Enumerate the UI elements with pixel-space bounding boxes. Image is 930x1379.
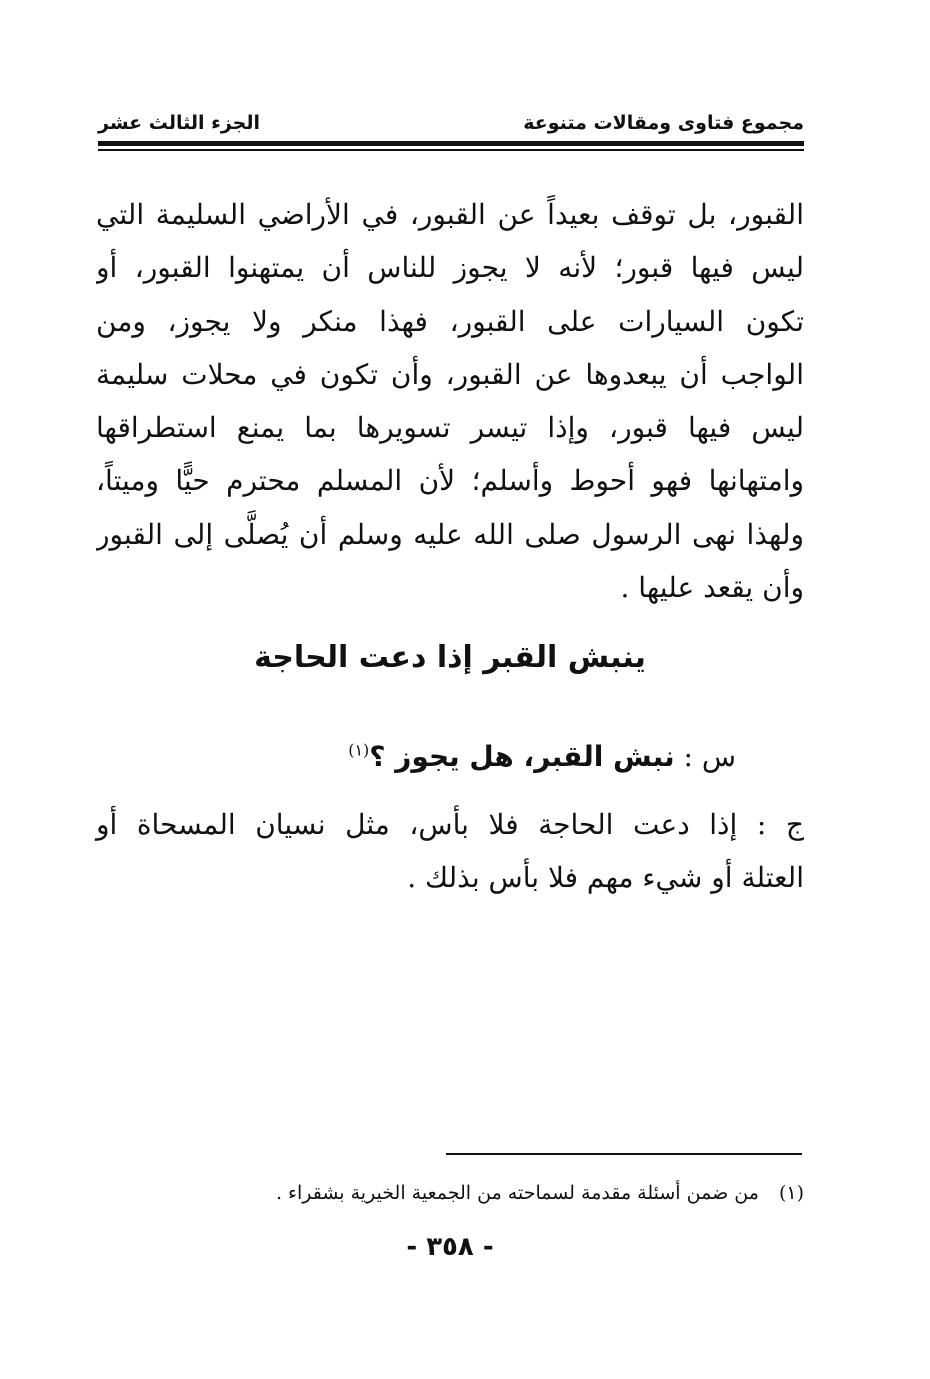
question <box>96 740 736 773</box>
body-paragraph <box>96 188 804 614</box>
footnote-text: من ضمن أسئلة مقدمة لسماحته من الجمعية الخيرية بشقراء . <box>275 1182 759 1204</box>
answer-line: ج : إذا دعت الحاجة فلا بأس، مثل نسيان المسحاة أو <box>96 808 804 841</box>
running-header <box>98 112 804 142</box>
question-text: نبش القبر، هل يجوز ؟ <box>369 740 675 773</box>
answer-line: العتلة أو شيء مهم فلا بأس بذلك . <box>407 861 804 894</box>
body-line: ليس فيها قبور؛ لأنه لا يجوز للناس أن يمتهنوا القبور، أو <box>96 251 804 285</box>
body-line: وأن يقعد عليها . <box>620 571 804 605</box>
section-heading: ينبش القبر إذا دعت الحاجة <box>254 640 646 675</box>
body-line: القبور، بل توقف بعيداً عن القبور، في الأراضي السليمة التي <box>96 198 804 231</box>
footnote-reference: (١) <box>348 740 370 760</box>
header-rule-thick <box>98 141 804 146</box>
footnote-number: (١) <box>778 1182 804 1204</box>
answer <box>96 798 804 904</box>
body-line: الواجب أن يبعدوها عن القبور، وأن تكون في محلات سليمة <box>96 357 804 391</box>
question-prefix: س : <box>683 740 736 773</box>
header-rule-thin <box>98 149 804 151</box>
volume-label: الجزء الثالث عشر <box>98 112 261 134</box>
page-number: - ٣٥٨ - <box>406 1232 494 1262</box>
body-line: ولهذا نهى الرسول صلى الله عليه وسلم أن يُصلَّى إلى القبور <box>96 517 804 551</box>
body-line: تكون السيارات على القبور، فهذا منكر ولا يجوز، ومن <box>96 304 804 338</box>
body-line: وامتهانها فهو أحوط وأسلم؛ لأن المسلم محترم حيًّا وميتاً، <box>96 464 804 498</box>
footnote <box>160 1182 804 1204</box>
book-title: مجموع فتاوى ومقالات متنوعة <box>523 112 804 134</box>
body-line: ليس فيها قبور، وإذا تيسر تسويرها بما يمنع استطراقها <box>96 411 804 445</box>
footnote-divider <box>446 1153 802 1155</box>
